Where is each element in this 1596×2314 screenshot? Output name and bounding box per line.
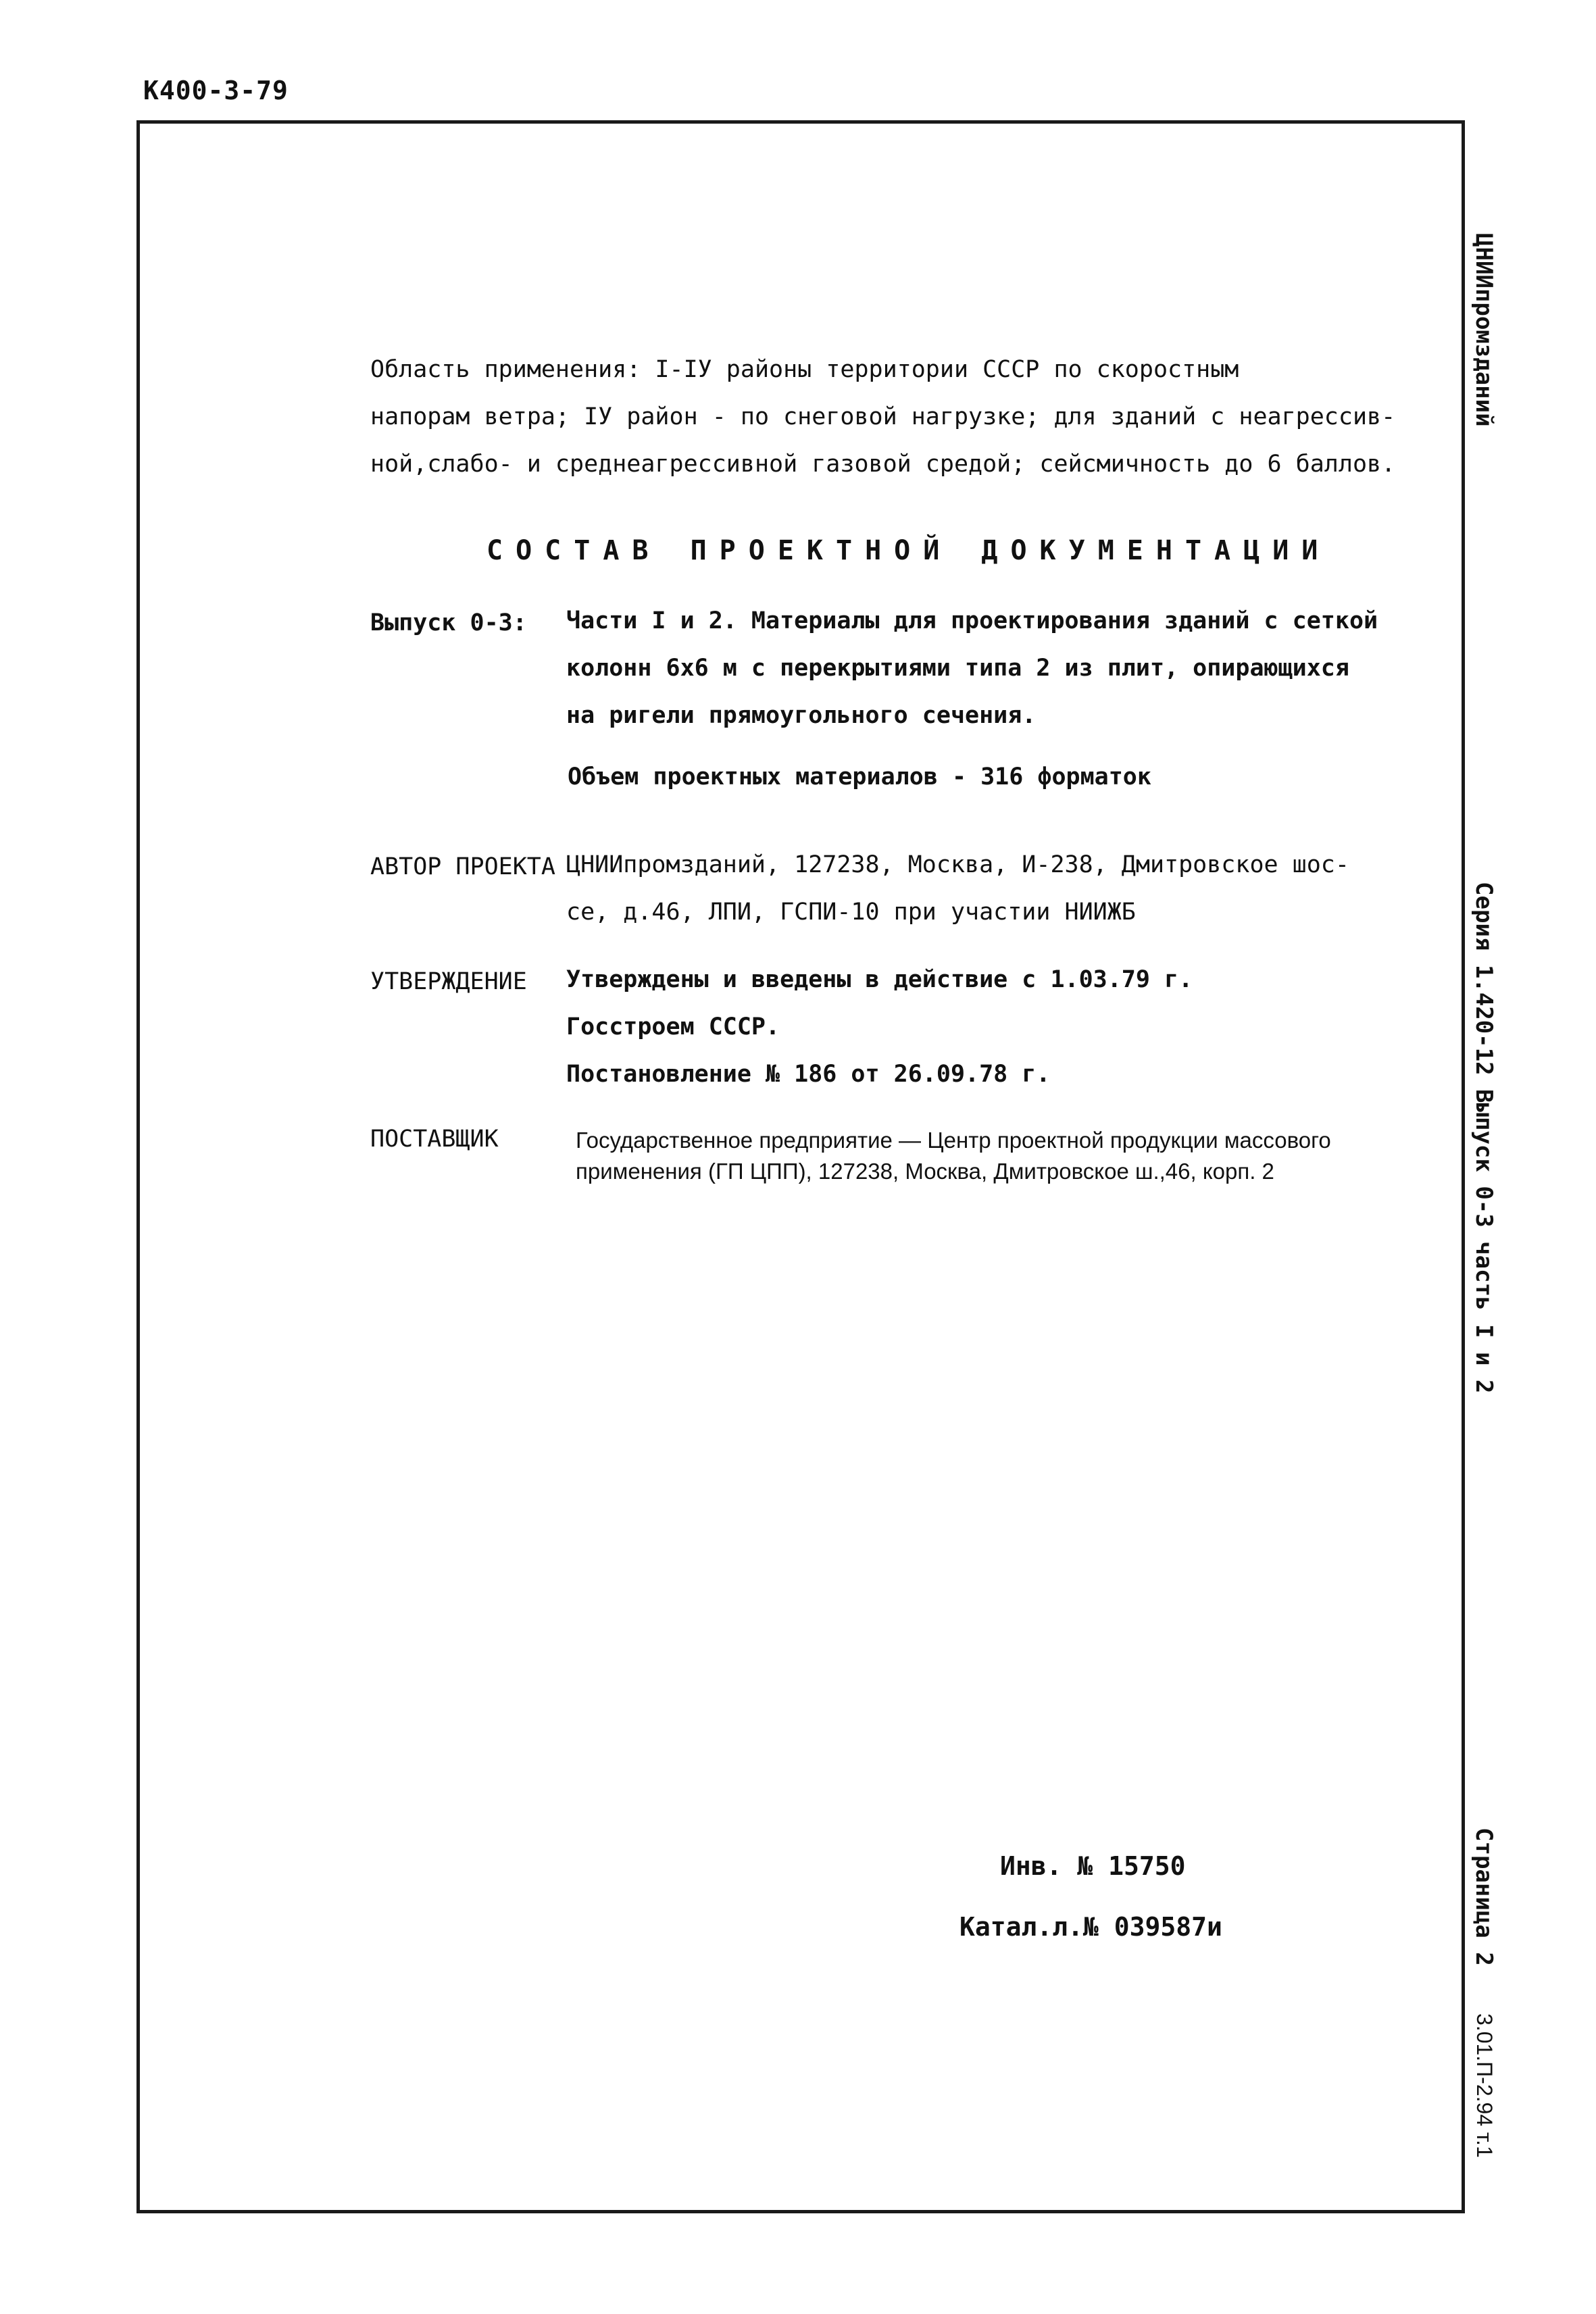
- author-line: ЦНИИпромзданий, 127238, Москва, И-238, Дмитровское шос-: [566, 851, 1349, 878]
- vypusk-line: на ригели прямоугольного сечения.: [566, 702, 1037, 729]
- vypusk-line: Части I и 2. Материалы для проектирования зданий с сеткой: [566, 607, 1378, 634]
- supplier-label: ПОСТАВЩИК: [370, 1126, 499, 1153]
- scope-line: ной,слабо- и среднеагрессивной газовой средой; сейсмичность до 6 баллов.: [370, 451, 1396, 478]
- approval-line: Госстроем СССР.: [566, 1013, 780, 1040]
- side-organization: ЦНИИпромзданий: [1470, 233, 1497, 427]
- approval-label: УТВЕРЖДЕНИЕ: [370, 968, 527, 995]
- approval-value: [566, 956, 1193, 1098]
- approval-line: Постановление № 186 от 26.09.78 г.: [566, 1061, 1051, 1088]
- inventory-number: Инв. № 15750: [1000, 1851, 1186, 1881]
- side-doc-code: 3.01.П-2.94 т.1: [1472, 2013, 1497, 2158]
- author-value: [566, 841, 1349, 936]
- author-label: АВТОР ПРОЕКТА: [370, 853, 555, 880]
- scope-line: напорам ветра; IУ район - по снеговой нагрузке; для зданий с неагрессив-: [370, 403, 1396, 430]
- vypusk-label: Выпуск 0-3:: [370, 609, 527, 636]
- vypusk-description: [566, 597, 1378, 739]
- supplier-line: Государственное предприятие — Центр проектной продукции массового: [576, 1128, 1331, 1153]
- author-line: се, д.46, ЛПИ, ГСПИ-10 при участии НИИЖБ: [566, 899, 1136, 926]
- scope-line: Область применения: I-IУ районы территории СССР по скоростным: [370, 356, 1239, 383]
- approval-line: Утверждены и введены в действие с 1.03.79 г.: [566, 966, 1193, 993]
- side-page-number: Страница 2: [1470, 1828, 1497, 1966]
- section-heading: СОСТАВ ПРОЕКТНОЙ ДОКУМЕНТАЦИИ: [487, 535, 1331, 566]
- side-series: Серия 1.420-12 Выпуск 0-3 часть I и 2: [1470, 882, 1497, 1394]
- vypusk-line: колонн 6х6 м с перекрытиями типа 2 из плит, опирающихся: [566, 655, 1349, 682]
- catalog-number: Катал.л.№ 039587и: [959, 1912, 1222, 1942]
- document-code: К400-3-79: [143, 76, 289, 105]
- supplier-line: применения (ГП ЦПП), 127238, Москва, Дмитровское ш.,46, корп. 2: [576, 1159, 1274, 1184]
- volume-statement: Объем проектных материалов - 316 форматок: [568, 763, 1151, 790]
- scope-paragraph: [370, 346, 1396, 488]
- supplier-value: [576, 1125, 1331, 1187]
